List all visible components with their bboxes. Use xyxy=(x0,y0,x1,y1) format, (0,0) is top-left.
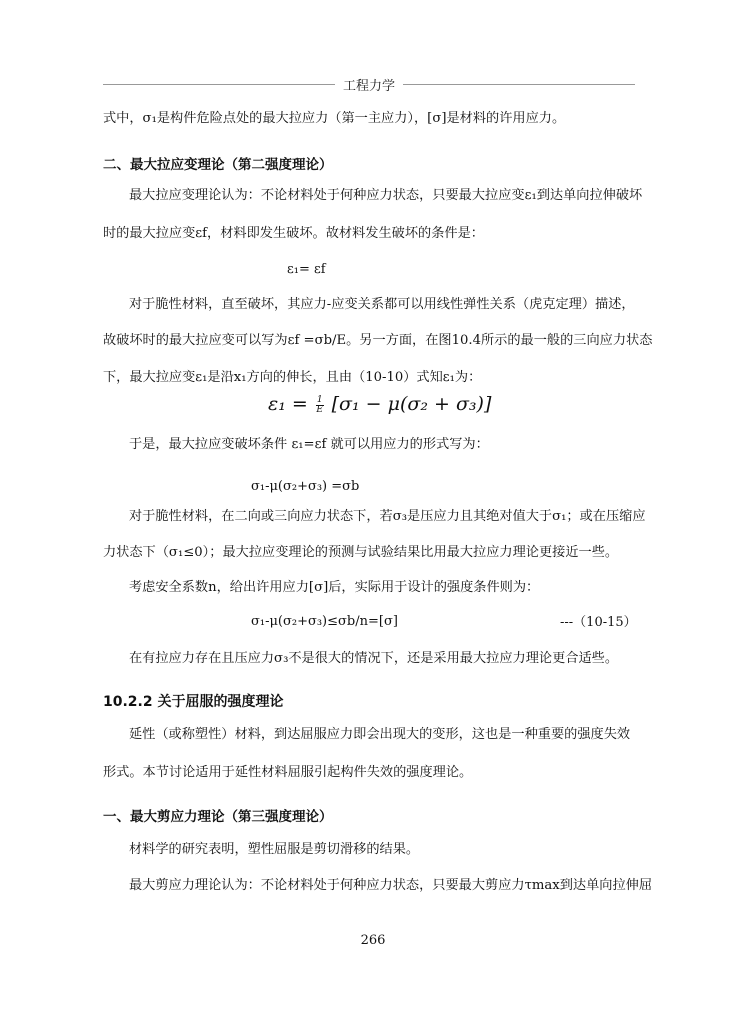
equation-number: ---（10-15） xyxy=(560,615,637,630)
page-number: 266 xyxy=(360,933,386,948)
page-header xyxy=(103,74,635,94)
header-title: 工程力学 xyxy=(343,78,396,94)
section-heading: 一、最大剪应力理论（第三强度理论） xyxy=(103,809,333,825)
text-line: 下，最大拉应变ε₁是沿x₁方向的伸长，且由（10-10）式知ε₁为： xyxy=(103,370,482,385)
fraction-numerator: 1 xyxy=(316,394,323,405)
text-line: 形式。本节讨论适用于延性材料屈服引起构件失效的强度理论。 xyxy=(103,765,473,780)
text-line: 考虑安全系数n，给出许用应力[σ]后，实际用于设计的强度条件则为： xyxy=(129,580,540,595)
text-line: 延性（或称塑性）材料，到达屈服应力即会出现大的变形，这也是一种重要的强度失效 xyxy=(129,727,631,742)
text-line: 最大剪应力理论认为：不论材料处于何种应力状态，只要最大剪应力τmax到达单向拉伸屈 xyxy=(129,878,653,893)
text-line: 式中，σ₁是构件危险点处的最大拉应力（第一主应力），[σ]是材料的许用应力。 xyxy=(103,111,566,126)
text-line: 于是，最大拉应变破坏条件 ε₁=εf 就可以用应力的形式写为： xyxy=(129,437,489,452)
fraction-denominator: E xyxy=(316,404,323,415)
formula: ε₁= εf xyxy=(287,262,326,277)
text-line: 对于脆性材料，在二向或三向应力状态下，若σ₃是压应力且其绝对值大于σ₁；或在压缩应 xyxy=(129,509,646,524)
formula-strain xyxy=(268,393,491,415)
text-line: 在有拉应力存在且压应力σ₃不是很大的情况下，还是采用最大拉应力理论更合适些。 xyxy=(129,651,619,666)
subsection-heading: 10.2.2 关于屈服的强度理论 xyxy=(103,694,284,710)
text-line: 材料学的研究表明，塑性屈服是剪切滑移的结果。 xyxy=(129,842,420,857)
text-line: 最大拉应变理论认为：不论材料处于何种应力状态，只要最大拉应变ε₁到达单向拉伸破坏 xyxy=(129,188,643,203)
section-heading: 二、最大拉应变理论（第二强度理论） xyxy=(103,157,333,173)
formula-rhs: [σ₁ − μ(σ₂ + σ₃)] xyxy=(331,393,492,415)
text-line: 力状态下（σ₁≤0）；最大拉应变理论的预测与试验结果比用最大拉应力理论更接近一些。 xyxy=(103,545,619,560)
text-line: 故破坏时的最大拉应变可以写为εf =σb/E。另一方面，在图10.4所示的最一般的三向应力状态 xyxy=(103,333,653,348)
header-rule-left xyxy=(103,84,335,85)
header-rule-right xyxy=(403,84,635,85)
formula: σ₁-μ(σ₂+σ₃) =σb xyxy=(251,479,360,494)
fraction xyxy=(316,396,324,415)
formula: σ₁-μ(σ₂+σ₃)≤σb/n=[σ] xyxy=(251,614,398,629)
formula-lhs: ε₁ = xyxy=(268,393,308,415)
text-line: 对于脆性材料，直至破坏，其应力-应变关系都可以用线性弹性关系（虎克定理）描述， xyxy=(129,297,635,312)
text-line: 时的最大拉应变εf，材料即发生破坏。故材料发生破坏的条件是： xyxy=(103,226,484,241)
